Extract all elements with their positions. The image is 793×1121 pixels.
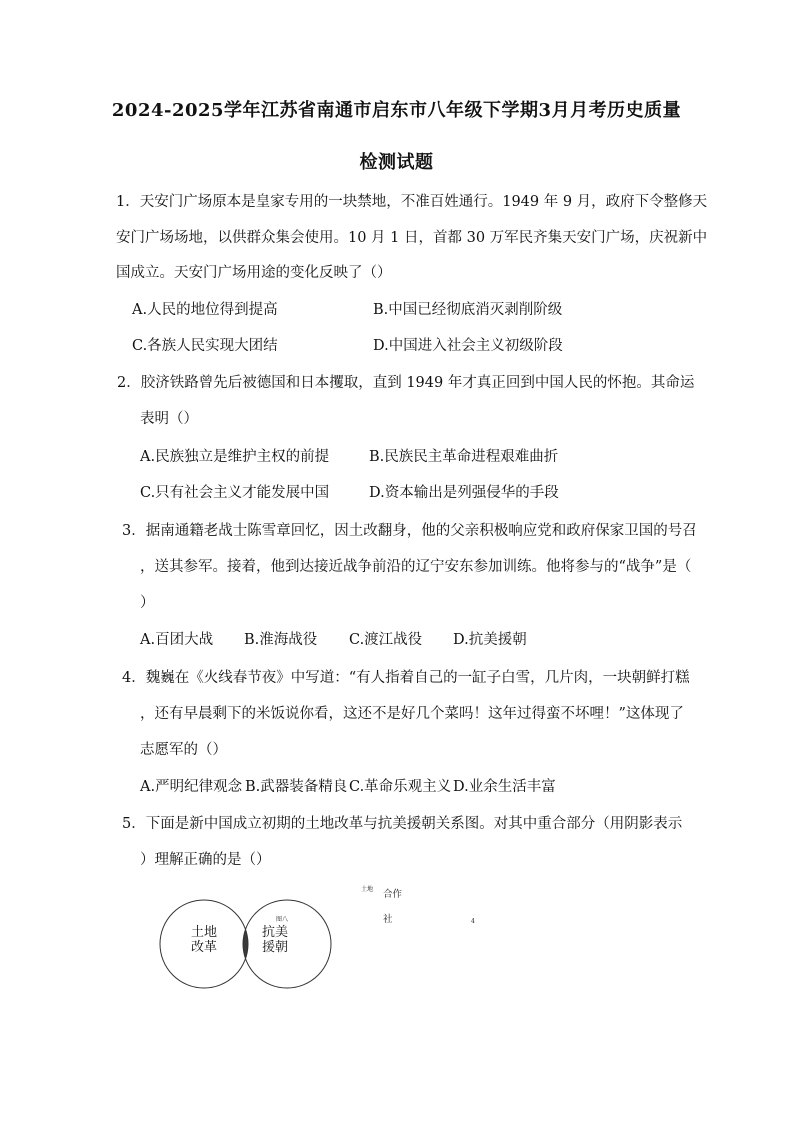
q2-option-a: A.民族独立是维护主权的前提 <box>140 449 330 465</box>
q4-line-3: 志愿军的（） <box>140 742 227 758</box>
q1-option-a: A.人民的地位得到提高 <box>132 302 278 318</box>
q5-line-1: 5．下面是新中国成立初期的土地改革与抗美援朝关系图。对其中重合部分（用阴影表示 <box>122 816 683 832</box>
land-reform-label-2: 改革 <box>191 940 218 955</box>
resist-us-aid-korea-label-2: 援朝 <box>262 940 289 955</box>
q3-option-b: B.淮海战役 <box>244 632 318 648</box>
small-dot-text: 4 <box>471 918 475 925</box>
q1-option-c: C.各族人民实现大团结 <box>132 338 278 354</box>
small-text-heji-2: 社 <box>383 914 393 925</box>
q4-option-a: A.严明纪律观念 <box>140 779 243 795</box>
q1-line-3: 国成立。天安门广场用途的变化反映了（） <box>116 265 392 281</box>
q4-line-1: 4．魏巍在《火线春节夜》中写道：“有人指着自己的一缸子白雪，几片肉，一块朝鲜打糕 <box>122 670 690 686</box>
document-title-line-1: 2024-2025学年江苏省南通市启东市八年级下学期3月月考历史质量 <box>111 100 682 121</box>
q4-option-d: D.业余生活丰富 <box>453 779 556 795</box>
small-text-mid: 图八 <box>276 916 289 923</box>
q1-option-b: B.中国已经彻底消灭剥削阶级 <box>373 302 563 318</box>
land-reform-label-1: 土地 <box>191 925 218 940</box>
q2-option-c: C.只有社会主义才能发展中国 <box>140 485 330 501</box>
q2-option-b: B.民族民主革命进程艰难曲折 <box>369 449 559 465</box>
q3-line-1: 3．据南通籍老战士陈雪章回忆，因土改翻身，他的父亲积极响应党和政府保家卫国的号召 <box>122 523 697 539</box>
q3-option-a: A.百团大战 <box>140 632 214 648</box>
q2-line-2: 表明（） <box>140 411 198 427</box>
document-title-line-2: 检测试题 <box>359 152 434 173</box>
q3-line-2: ，送其参军。接着，他到达接近战争前沿的辽宁安东参加训练。他将参与的“战争”是（ <box>140 559 692 575</box>
q5-line-2: ）理解正确的是（） <box>140 852 271 868</box>
q1-line-1: 1．天安门广场原本是皇家专用的一块禁地，不准百姓通行。1949 年 9 月，政府下令整修天 <box>116 194 708 210</box>
q4-option-b: B.武器装备精良 <box>245 779 348 795</box>
q1-option-d: D.中国进入社会主义初级阶段 <box>373 338 563 354</box>
q4-line-2: ，还有早晨剩下的米饭说你看，这还不是好几个菜吗！这年过得蛮不坏哩！”这体现了 <box>140 706 684 722</box>
q3-line-3: ） <box>140 595 155 611</box>
q3-option-d: D.抗美援朝 <box>453 632 527 648</box>
q4-option-c: C.革命乐观主义 <box>349 779 452 795</box>
q2-line-1: 2．胶济铁路曾先后被德国和日本攫取，直到 1949 年才真正回到中国人民的怀抱。其命运 <box>117 375 695 391</box>
small-text-heji-1: 合作 <box>383 889 403 900</box>
resist-us-aid-korea-label-1: 抗美 <box>262 925 289 940</box>
venn-diagram <box>157 892 337 996</box>
q2-option-d: D.资本输出是列强侵华的手段 <box>369 485 559 501</box>
q3-option-c: C.渡江战役 <box>349 632 423 648</box>
q1-line-2: 安门广场场地，以供群众集会使用。10 月 1 日，首都 30 万军民齐集天安门广场，庆祝新中 <box>116 230 708 246</box>
small-text-top: 土地 <box>361 886 374 893</box>
